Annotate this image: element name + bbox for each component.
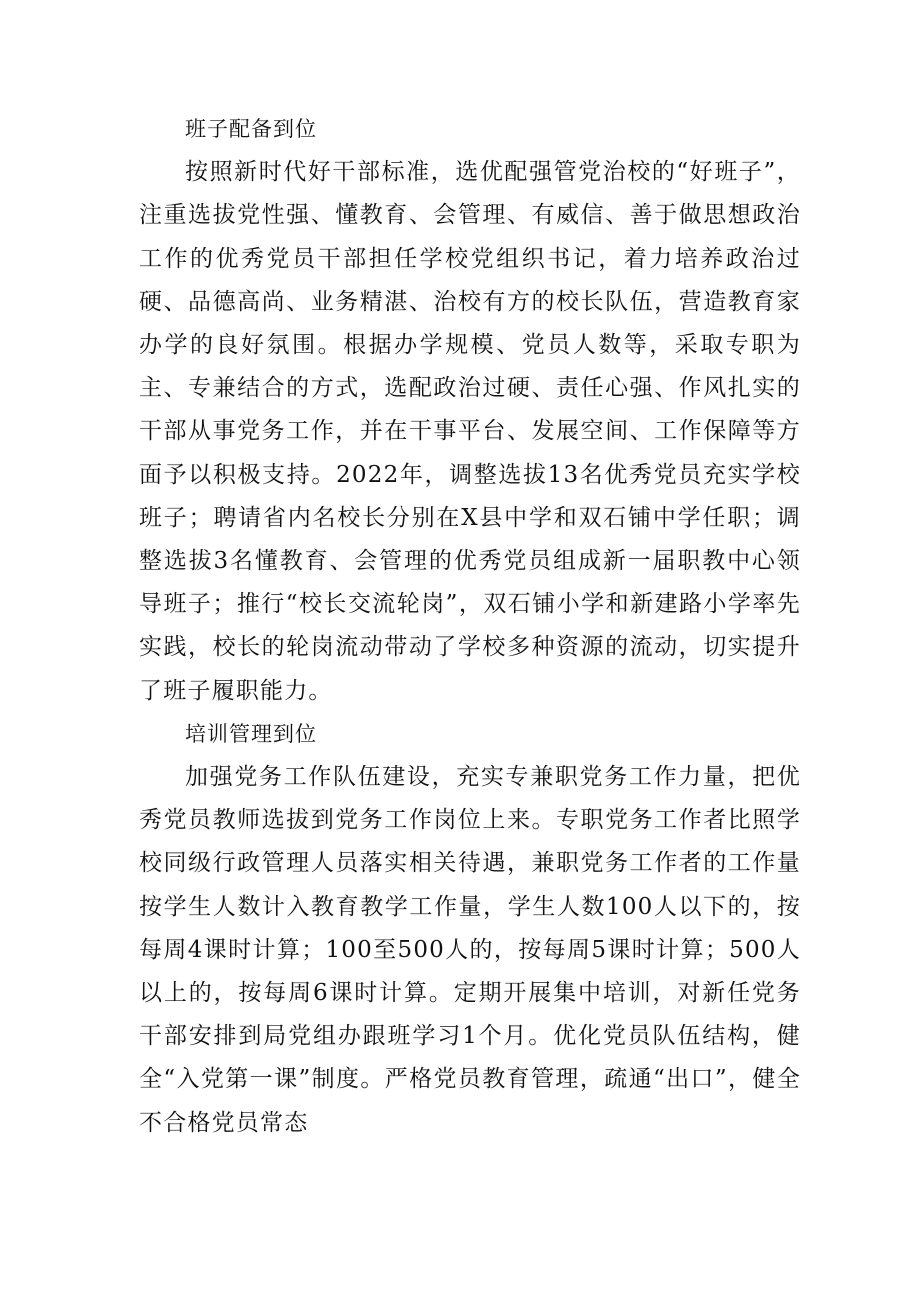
section-heading-1: 班子配备到位	[185, 117, 317, 141]
section-paragraph-2: 加强党务工作队伍建设，充实专兼职党务工作力量，把优秀党员教师选拔到党务工作岗位上来。专职党务工作者比照学校同级行政管理人员落实相关待遇，兼职党务工作者的工作量按学生人数计入教育教学工作量，学生人数100人以下的，按每周4课时计算；100至500人的，按每周5课时计算；500人以上的，按每周6课时计算。定期开展集中培训，对新任党务干部安排到局党组办跟班学习1个月。优化党员队伍结构，健全“入党第一课”制度。严格党员教育管理，疏通“出口”，健全不合格党员常态	[139, 764, 801, 1136]
document-body	[139, 108, 801, 1145]
section-heading-2: 培训管理到位	[185, 721, 317, 746]
section-paragraph-1: 按照新时代好干部标准，选优配强管党治校的“好班子”，注重选拔党性强、懂教育、会管理、有威信、善于做思想政治工作的优秀党员干部担任学校党组织书记，着力培养政治过硬、品德高尚、业务精湛、治校有方的校长队伍，营造教育家办学的良好氛围。根据办学规模、党员人数等，采取专职为主、专兼结合的方式，选配政治过硬、责任心强、作风扎实的干部从事党务工作，并在干事平台、发展空间、工作保障等方面予以积极支持。2022年，调整选拔13名优秀党员充实学校班子；聘请省内名校长分别在X县中学和双石铺中学任职；调整选拔3名懂教育、会管理的优秀党员组成新一届职教中心领导班子；推行“校长交流轮岗”，双石铺小学和新建路小学率先实践，校长的轮岗流动带动了学校多种资源的流动，切实提升了班子履职能力。	[139, 159, 801, 704]
